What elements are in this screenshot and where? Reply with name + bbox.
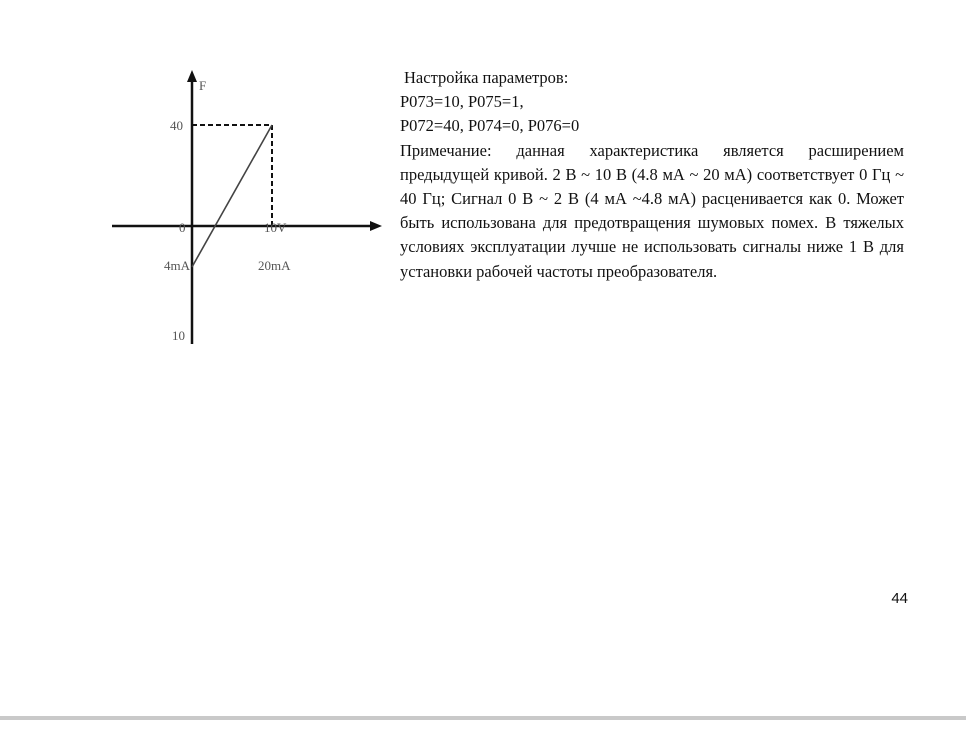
params-line-2: P072=40, P074=0, P076=0 [400, 116, 580, 136]
label-origin: 0 [179, 220, 186, 235]
label-x-end-current: 20mA [258, 258, 291, 273]
note-paragraph: Примечание: данная характеристика является расширением предыдущей кривой. 2 В ~ 10 В (4.8 мА ~ 20 мА) соответствует 0 Гц ~ 40 Гц; Сигнал 0 В ~ 2 В (4 мА ~4.8 мА) расценивается как 0. Может быть использована для предотвращения шумовых помех. В тяжелых условиях эксплуатации лучше не использовать сигналы ниже 1 В для установки рабочей частоты преобразователя. [400, 140, 904, 281]
label-y-top: 40 [170, 118, 183, 133]
label-x-voltage: 10V [264, 220, 287, 235]
frequency-characteristic-graph [108, 68, 388, 350]
label-y-bottom: 10 [172, 328, 185, 343]
params-title: Настройка параметров: [404, 68, 569, 87]
params-line-1: P073=10, P075=1, [400, 92, 524, 112]
characteristic-line [192, 125, 272, 267]
page-bottom-divider [0, 716, 966, 720]
graph-svg [108, 68, 388, 350]
x-axis-arrow [370, 221, 382, 231]
y-axis-arrow [187, 70, 197, 82]
label-x-start-current: 4mA [164, 258, 190, 273]
axis-y-label: F [199, 78, 207, 93]
page-number: 44 [891, 590, 908, 607]
parameter-text-block [400, 66, 904, 284]
